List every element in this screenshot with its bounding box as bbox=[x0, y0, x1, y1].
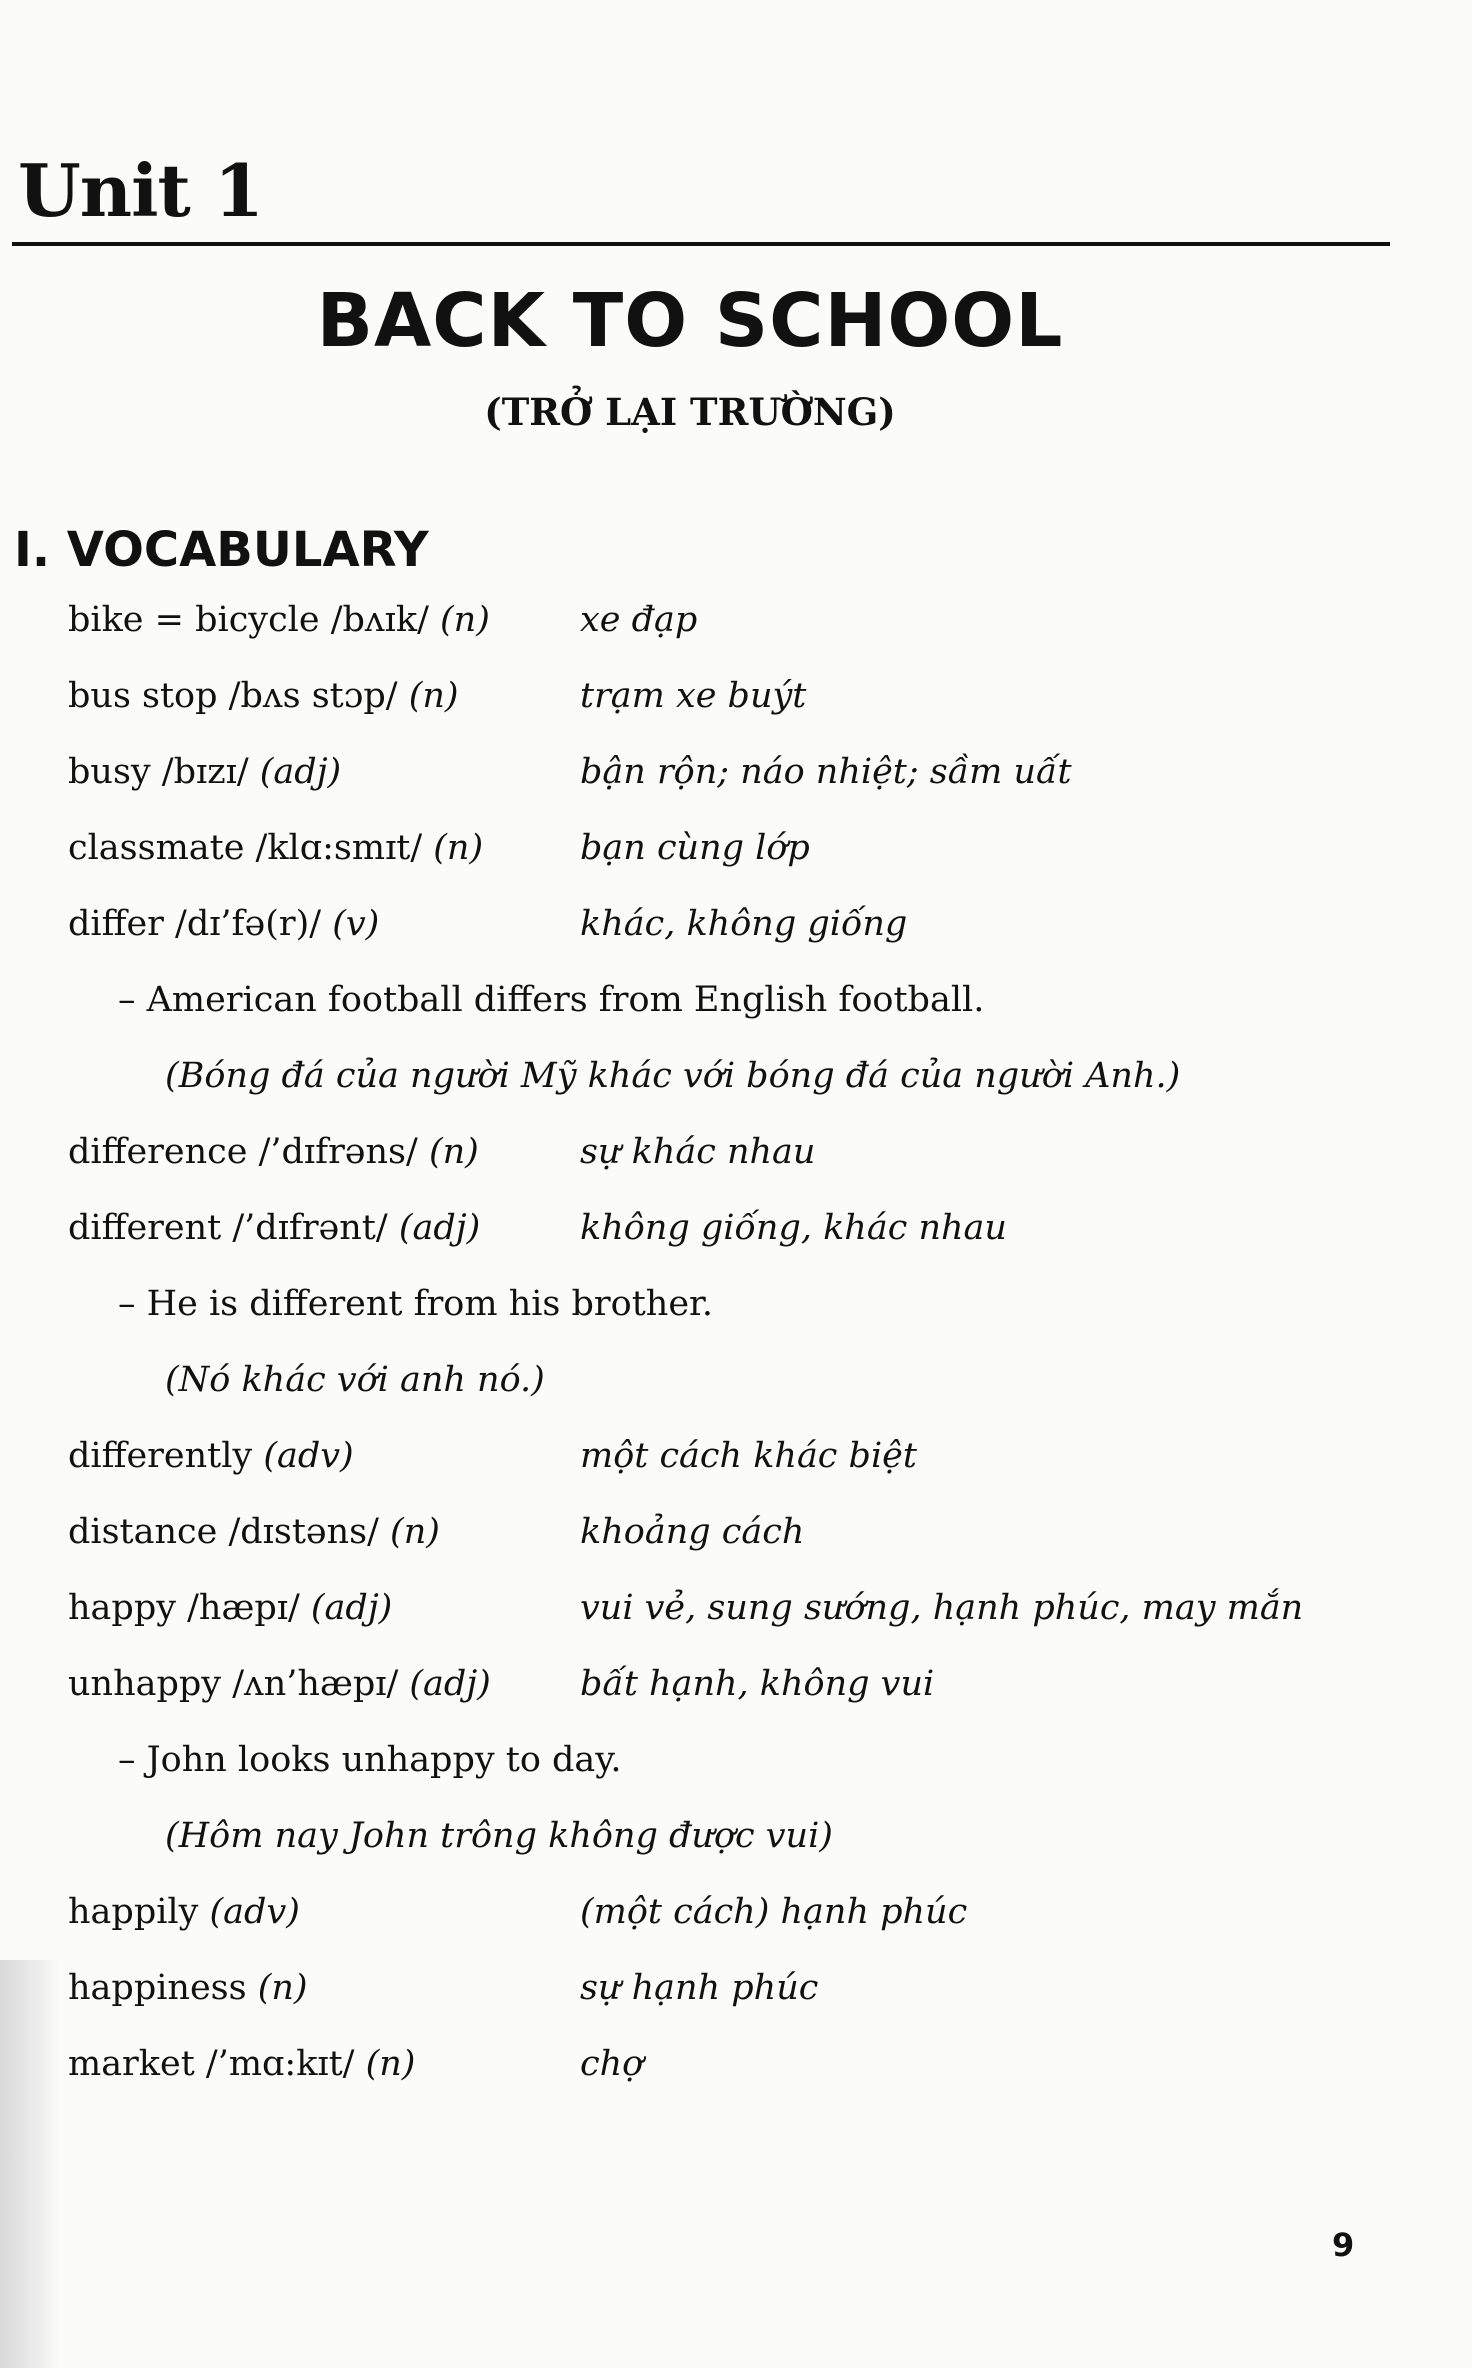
example-sentence: – He is different from his brother. bbox=[118, 1284, 714, 1324]
translation-row bbox=[0, 1056, 1472, 1132]
vocab-meaning: không giống, khác nhau bbox=[580, 1208, 1007, 1248]
vocab-term bbox=[68, 1968, 308, 2008]
section-heading: I. VOCABULARY bbox=[14, 522, 429, 578]
vocab-term bbox=[68, 2044, 415, 2084]
example-translation: (Nó khác với anh nó.) bbox=[165, 1360, 545, 1400]
vocab-word: happily bbox=[68, 1892, 199, 1932]
example-sentence: – American football differs from English football. bbox=[118, 980, 985, 1020]
vocab-meaning: xe đạp bbox=[580, 600, 698, 640]
vocab-word: differently bbox=[68, 1436, 253, 1476]
vocab-term bbox=[68, 1208, 480, 1248]
part-of-speech: (n) bbox=[365, 2044, 416, 2084]
vocab-word: unhappy /ʌn’hæpɪ/ bbox=[68, 1664, 399, 1704]
vocab-entry bbox=[0, 1664, 1472, 1740]
vocab-meaning: trạm xe buýt bbox=[580, 676, 807, 716]
vocab-term bbox=[68, 676, 459, 716]
example-translation: (Hôm nay John trông không được vui) bbox=[165, 1816, 833, 1856]
part-of-speech: (n) bbox=[408, 676, 459, 716]
vocab-entry bbox=[0, 828, 1472, 904]
vocab-word: difference /’dɪfrəns/ bbox=[68, 1132, 418, 1172]
part-of-speech: (adj) bbox=[409, 1664, 491, 1704]
vocab-term bbox=[68, 752, 341, 792]
vocab-meaning: sự khác nhau bbox=[580, 1132, 816, 1172]
example-translation: (Bóng đá của người Mỹ khác với bóng đá của người Anh.) bbox=[165, 1056, 1181, 1096]
vocab-meaning: (một cách) hạnh phúc bbox=[580, 1892, 968, 1932]
vocab-word: classmate /klɑ:smɪt/ bbox=[68, 828, 423, 868]
part-of-speech: (n) bbox=[433, 828, 484, 868]
part-of-speech: (v) bbox=[332, 904, 380, 944]
vocab-term bbox=[68, 1664, 491, 1704]
example-row bbox=[0, 980, 1472, 1056]
vocab-word: bike = bicycle /bʌɪk/ bbox=[68, 600, 429, 640]
lesson-subtitle: (TRỞ LẠI TRƯỜNG) bbox=[484, 390, 896, 434]
vocab-meaning: khoảng cách bbox=[580, 1512, 805, 1552]
vocab-term bbox=[68, 1588, 392, 1628]
vocab-term bbox=[68, 600, 490, 640]
part-of-speech: (adj) bbox=[398, 1208, 481, 1248]
vocab-meaning: khác, không giống bbox=[580, 904, 908, 944]
vocab-word: bus stop /bʌs stɔp/ bbox=[68, 676, 398, 716]
vocab-entry bbox=[0, 904, 1472, 980]
vocab-meaning: bận rộn; náo nhiệt; sầm uất bbox=[580, 752, 1072, 792]
part-of-speech: (adj) bbox=[310, 1588, 393, 1628]
part-of-speech: (n) bbox=[440, 600, 490, 640]
vocab-entry bbox=[0, 1208, 1472, 1284]
vocab-entry bbox=[0, 600, 1472, 676]
example-sentence: – John looks unhappy to day. bbox=[118, 1740, 622, 1780]
part-of-speech: (adj) bbox=[259, 752, 342, 792]
vocab-term bbox=[68, 904, 379, 944]
translation-row bbox=[0, 1816, 1472, 1892]
vocab-word: market /’mɑ:kɪt/ bbox=[68, 2044, 355, 2084]
vocab-word: busy /bɪzɪ/ bbox=[68, 752, 249, 792]
example-row bbox=[0, 1284, 1472, 1360]
vocab-meaning: một cách khác biệt bbox=[580, 1436, 917, 1476]
vocab-word: distance /dɪstəns/ bbox=[68, 1512, 379, 1552]
vocab-term bbox=[68, 1132, 479, 1172]
part-of-speech: (n) bbox=[390, 1512, 440, 1552]
vocab-entry bbox=[0, 676, 1472, 752]
vocab-word: differ /dɪ’fə(r)/ bbox=[68, 904, 322, 944]
heading-rule bbox=[12, 242, 1390, 246]
vocab-entry bbox=[0, 1132, 1472, 1208]
vocab-entry bbox=[0, 1512, 1472, 1588]
vocab-word: different /’dɪfrənt/ bbox=[68, 1208, 388, 1248]
part-of-speech: (adv) bbox=[209, 1892, 300, 1932]
vocab-meaning: bạn cùng lớp bbox=[580, 828, 810, 868]
vocab-entry bbox=[0, 1968, 1472, 2044]
lesson-title: BACK TO SCHOOL bbox=[316, 278, 1064, 364]
vocab-entry bbox=[0, 1588, 1472, 1664]
vocab-word: happiness bbox=[68, 1968, 247, 2008]
part-of-speech: (n) bbox=[428, 1132, 479, 1172]
example-row bbox=[0, 1740, 1472, 1816]
vocab-word: happy /hæpɪ/ bbox=[68, 1588, 300, 1628]
vocab-term bbox=[68, 1892, 300, 1932]
vocabulary-list bbox=[0, 600, 1472, 2120]
translation-row bbox=[0, 1360, 1472, 1436]
unit-heading: Unit 1 bbox=[18, 148, 263, 233]
part-of-speech: (n) bbox=[257, 1968, 308, 2008]
vocab-entry bbox=[0, 1892, 1472, 1968]
vocab-entry bbox=[0, 752, 1472, 828]
vocab-meaning: bất hạnh, không vui bbox=[580, 1664, 935, 1704]
vocab-term bbox=[68, 828, 483, 868]
vocab-entry bbox=[0, 2044, 1472, 2120]
vocab-entry bbox=[0, 1436, 1472, 1512]
page-number: 9 bbox=[1332, 2226, 1355, 2264]
vocab-term bbox=[68, 1512, 440, 1552]
vocab-meaning: chợ bbox=[580, 2044, 644, 2084]
vocab-term bbox=[68, 1436, 354, 1476]
part-of-speech: (adv) bbox=[263, 1436, 354, 1476]
vocab-meaning: vui vẻ, sung sướng, hạnh phúc, may mắn bbox=[580, 1588, 1304, 1628]
vocab-meaning: sự hạnh phúc bbox=[580, 1968, 819, 2008]
